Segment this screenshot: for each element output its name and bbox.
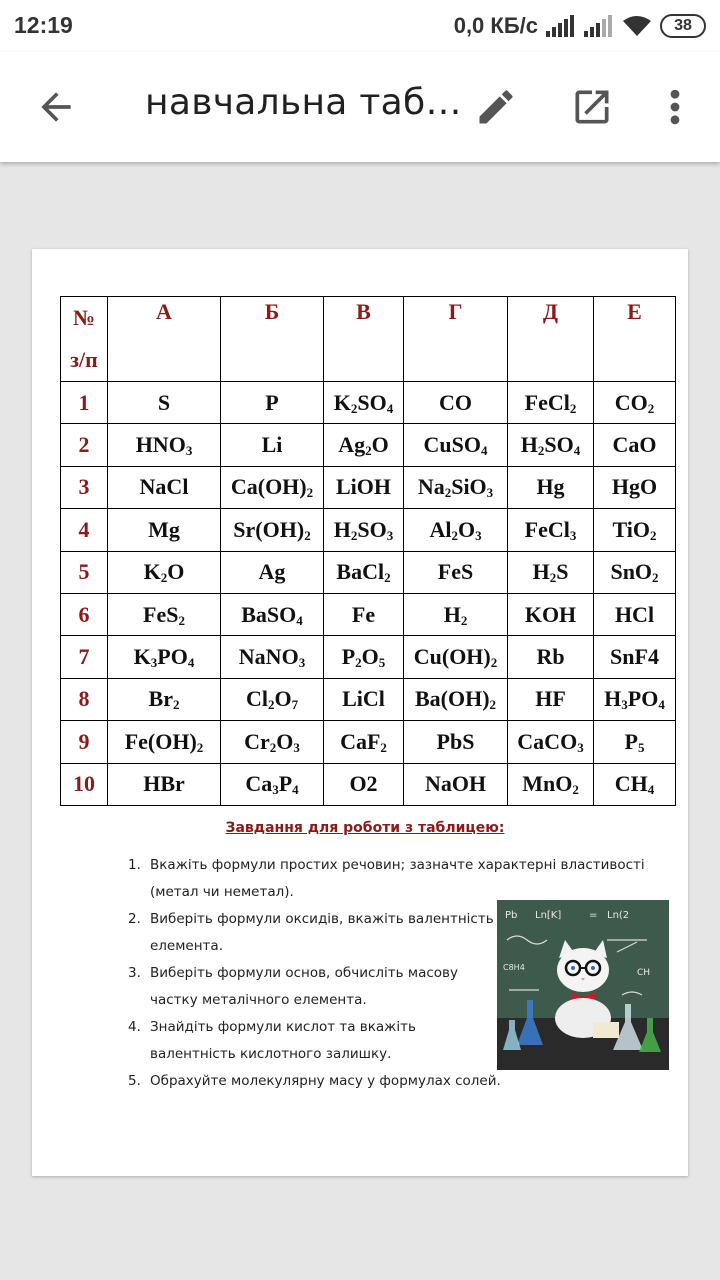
formula-cell: PbS — [404, 721, 508, 763]
formula-cell: NaOH — [404, 763, 508, 805]
table-row — [61, 551, 676, 593]
task-item — [128, 1068, 648, 1095]
task-number: 4. — [128, 1019, 141, 1035]
formula-cell: BaCl$_2$ — [324, 551, 404, 593]
task-text: Виберіть формули оксидів, вкажіть валентність елемента. — [150, 911, 494, 954]
formula-cell: SnO$_2$ — [594, 551, 676, 593]
task-text: Знайдіть формули кислот та вкажіть валентність кислотного залишку. — [150, 1019, 416, 1062]
header-number-label: № з/п — [70, 305, 98, 372]
table-row — [61, 424, 676, 466]
formula-cell: Ag — [221, 551, 324, 593]
formula-cell: CaCO$_3$ — [508, 721, 594, 763]
table-row — [61, 382, 676, 424]
formula-cell: $H_2$ — [404, 593, 508, 635]
formula-cell: $Cl_2O_7$ — [221, 678, 324, 720]
formula-cell: TiO$_2$ — [594, 509, 676, 551]
header-cell: Д — [508, 297, 594, 382]
arrow-back-icon[interactable] — [34, 85, 78, 129]
table-row — [61, 636, 676, 678]
network-speed: 0,0 КБ/с — [453, 13, 538, 38]
formula-cell: CuSO$_4$ — [404, 424, 508, 466]
header-cell: Г — [404, 297, 508, 382]
row-number: 5 — [61, 551, 108, 593]
table-row — [61, 466, 676, 508]
formula-table — [60, 296, 676, 806]
formula-cell: $H_2S$ — [508, 551, 594, 593]
task-text: Обрахуйте молекулярну масу у формулах солей. — [150, 1073, 501, 1089]
header-cell: В — [324, 297, 404, 382]
formula-cell: FeS — [404, 551, 508, 593]
formula-cell: CO — [404, 382, 508, 424]
formula-cell: $K_2O$ — [108, 551, 221, 593]
board-text: Ln(2 — [607, 910, 630, 921]
formula-cell: Hg — [508, 466, 594, 508]
formula-cell: MnO$_2$ — [508, 763, 594, 805]
formula-cell: $H_2SO_3$ — [324, 509, 404, 551]
task-number: 1. — [128, 857, 141, 873]
table-row — [61, 593, 676, 635]
formula-cell: FeCl$_2$ — [508, 382, 594, 424]
formula-cell: CaO — [594, 424, 676, 466]
battery-icon: 38 — [660, 14, 706, 38]
formula-cell: $Al_2O_3$ — [404, 509, 508, 551]
task-text: Виберіть формули основ, обчисліть масову частку металічного елемента. — [150, 965, 458, 1008]
table-row — [61, 509, 676, 551]
formula-cell: KOH — [508, 593, 594, 635]
task-number: 5. — [128, 1073, 141, 1089]
formula-cell: $Sr(OH)_2$ — [221, 509, 324, 551]
board-text: C8H4 — [503, 963, 525, 972]
board-text: = — [589, 910, 598, 921]
more-vert-icon[interactable] — [660, 85, 690, 129]
status-bar — [0, 0, 720, 52]
row-number: 7 — [61, 636, 108, 678]
board-text: Ln[K] — [535, 910, 562, 921]
formula-cell: $P_2O_5$ — [324, 636, 404, 678]
formula-cell: BaSO$_4$ — [221, 593, 324, 635]
formula-cell: $Br_2$ — [108, 678, 221, 720]
table-row — [61, 721, 676, 763]
formula-cell: $CH_4$ — [594, 763, 676, 805]
formula-cell: Fe — [324, 593, 404, 635]
formula-cell: $Ba(OH)_2$ — [404, 678, 508, 720]
formula-cell: FeS$_2$ — [108, 593, 221, 635]
header-cell: А — [108, 297, 221, 382]
edit-pencil-icon[interactable] — [474, 85, 518, 129]
formula-cell: $Ca(OH)_2$ — [221, 466, 324, 508]
status-time: 12:19 — [14, 12, 73, 38]
app-toolbar — [0, 52, 720, 162]
task-text: Вкажіть формули простих речовин; зазначте характерні властивості (метал чи неметал). — [150, 857, 645, 900]
header-number — [61, 297, 108, 382]
status-right — [454, 12, 706, 40]
formula-cell: Li — [221, 424, 324, 466]
formula-cell: NaCl — [108, 466, 221, 508]
row-number: 8 — [61, 678, 108, 720]
wifi-icon — [622, 15, 652, 37]
formula-cell: Mg — [108, 509, 221, 551]
formula-cell: FeCl$_3$ — [508, 509, 594, 551]
table-row — [61, 678, 676, 720]
table-row — [61, 763, 676, 805]
signal-icon-2 — [584, 15, 614, 37]
formula-cell: $Ca_3P_4$ — [221, 763, 324, 805]
header-cell: Е — [594, 297, 676, 382]
scientist-cat-illustration — [497, 900, 669, 1070]
formula-cell: $H_2SO_4$ — [508, 424, 594, 466]
formula-cell: $K_3PO_4$ — [108, 636, 221, 678]
task-number: 3. — [128, 965, 141, 981]
formula-cell: $K_2SO_4$ — [324, 382, 404, 424]
formula-cell: S — [108, 382, 221, 424]
formula-cell: $Cu(OH)_2$ — [404, 636, 508, 678]
formula-cell: LiCl — [324, 678, 404, 720]
document-title: навчальна таб… — [145, 82, 462, 123]
table-body — [61, 382, 676, 806]
formula-cell: O2 — [324, 763, 404, 805]
table-header-row — [61, 297, 676, 382]
signal-icon — [546, 15, 576, 37]
row-number: 3 — [61, 466, 108, 508]
formula-cell: HBr — [108, 763, 221, 805]
formula-cell: Rb — [508, 636, 594, 678]
row-number: 1 — [61, 382, 108, 424]
row-number: 10 — [61, 763, 108, 805]
formula-cell: $Na_2SiO_3$ — [404, 466, 508, 508]
header-cell: Б — [221, 297, 324, 382]
row-number: 4 — [61, 509, 108, 551]
formula-cell: HF — [508, 678, 594, 720]
formula-cell: $HNO_3$ — [108, 424, 221, 466]
formula-cell: NaNO$_3$ — [221, 636, 324, 678]
formula-cell: $Fe(OH)_2$ — [108, 721, 221, 763]
formula-cell: LiOH — [324, 466, 404, 508]
formula-cell: HCl — [594, 593, 676, 635]
document-page[interactable] — [32, 249, 688, 1176]
formula-cell: CaF$_2$ — [324, 721, 404, 763]
formula-cell: $P_5$ — [594, 721, 676, 763]
row-number: 6 — [61, 593, 108, 635]
open-external-icon[interactable] — [570, 85, 614, 129]
row-number: 2 — [61, 424, 108, 466]
tasks-title: Завдання для роботи з таблицею: — [225, 820, 505, 836]
formula-cell: $Cr_2O_3$ — [221, 721, 324, 763]
formula-cell: HgO — [594, 466, 676, 508]
task-number: 2. — [128, 911, 141, 927]
board-text: Pb — [505, 910, 518, 921]
board-text: CH — [637, 968, 651, 978]
formula-cell: SnF4 — [594, 636, 676, 678]
task-item — [128, 852, 648, 906]
formula-cell: $CO_2$ — [594, 382, 676, 424]
formula-cell: $H_3PO_4$ — [594, 678, 676, 720]
formula-cell: $Ag_2O$ — [324, 424, 404, 466]
row-number: 9 — [61, 721, 108, 763]
formula-cell: P — [221, 382, 324, 424]
